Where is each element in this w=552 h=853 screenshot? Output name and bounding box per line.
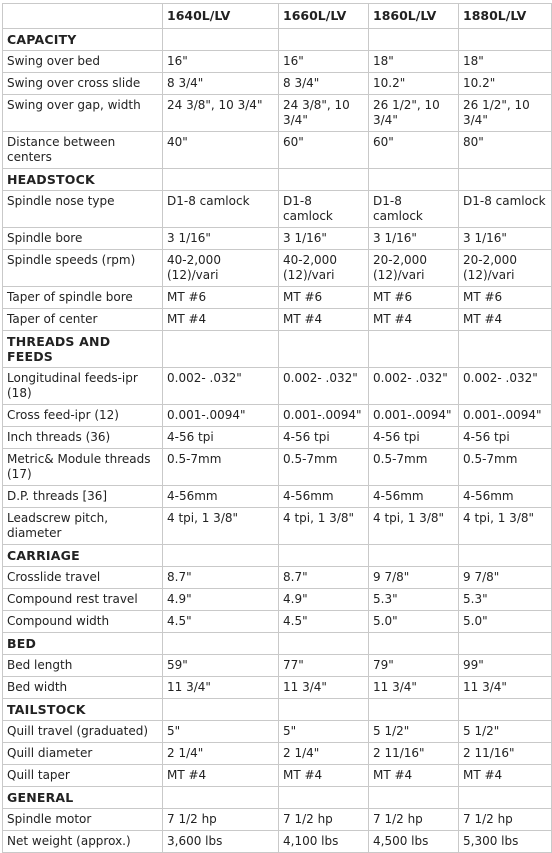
spec-value: 5,300 lbs xyxy=(459,831,552,853)
spec-value: MT #6 xyxy=(459,287,552,309)
spec-value: D1-8 camlock xyxy=(459,191,552,228)
section-row xyxy=(3,29,552,51)
table-row xyxy=(3,95,552,132)
section-empty-cell xyxy=(279,787,369,809)
spec-value: 8 3/4" xyxy=(279,73,369,95)
table-row xyxy=(3,809,552,831)
spec-value: 3 1/16" xyxy=(279,228,369,250)
spec-value: 10.2" xyxy=(369,73,459,95)
section-row xyxy=(3,787,552,809)
spec-value: 2 11/16" xyxy=(459,743,552,765)
section-title: CAPACITY xyxy=(3,29,163,51)
spec-value: 11 3/4" xyxy=(163,677,279,699)
section-empty-cell xyxy=(459,699,552,721)
section-empty-cell xyxy=(369,699,459,721)
spec-value: 4.9" xyxy=(163,589,279,611)
table-row xyxy=(3,427,552,449)
header-cell-1880: 1880L/LV xyxy=(459,4,552,29)
spec-value: D1-8 camlock xyxy=(369,191,459,228)
section-title: HEADSTOCK xyxy=(3,169,163,191)
spec-value: 40" xyxy=(163,132,279,169)
spec-value: 77" xyxy=(279,655,369,677)
header-cell-1660: 1660L/LV xyxy=(279,4,369,29)
spec-value: 5.0" xyxy=(369,611,459,633)
spec-value: 7 1/2 hp xyxy=(279,809,369,831)
header-cell-1640: 1640L/LV xyxy=(163,4,279,29)
spec-label: Quill travel (graduated) xyxy=(3,721,163,743)
spec-value: MT #6 xyxy=(163,287,279,309)
section-empty-cell xyxy=(459,331,552,368)
spec-label: Bed length xyxy=(3,655,163,677)
section-empty-cell xyxy=(459,787,552,809)
spec-value: 10.2" xyxy=(459,73,552,95)
spec-value: 3,600 lbs xyxy=(163,831,279,853)
table-row xyxy=(3,589,552,611)
spec-label: Spindle motor xyxy=(3,809,163,831)
spec-value: 5 1/2" xyxy=(459,721,552,743)
table-row xyxy=(3,405,552,427)
table-row xyxy=(3,309,552,331)
spec-value: 99" xyxy=(459,655,552,677)
lathe-spec-table xyxy=(2,3,552,853)
table-row xyxy=(3,677,552,699)
spec-value: 0.001-.0094" xyxy=(279,405,369,427)
spec-value: MT #4 xyxy=(369,765,459,787)
section-title: THREADS AND FEEDS xyxy=(3,331,163,368)
spec-label: Compound rest travel xyxy=(3,589,163,611)
section-empty-cell xyxy=(369,331,459,368)
table-row xyxy=(3,51,552,73)
spec-value: 7 1/2 hp xyxy=(163,809,279,831)
table-row xyxy=(3,73,552,95)
section-empty-cell xyxy=(369,787,459,809)
table-row xyxy=(3,721,552,743)
table-row xyxy=(3,567,552,589)
section-empty-cell xyxy=(163,29,279,51)
section-empty-cell xyxy=(163,787,279,809)
spec-value: 0.001-.0094" xyxy=(459,405,552,427)
section-row xyxy=(3,699,552,721)
spec-value: 18" xyxy=(369,51,459,73)
spec-value: MT #4 xyxy=(163,309,279,331)
section-empty-cell xyxy=(459,29,552,51)
spec-value: 5.3" xyxy=(459,589,552,611)
spec-value: MT #4 xyxy=(459,309,552,331)
table-row xyxy=(3,508,552,545)
spec-label: Spindle nose type xyxy=(3,191,163,228)
spec-value: 3 1/16" xyxy=(163,228,279,250)
spec-value: 0.5-7mm xyxy=(279,449,369,486)
spec-label: Cross feed-ipr (12) xyxy=(3,405,163,427)
table-row xyxy=(3,449,552,486)
section-row xyxy=(3,331,552,368)
spec-value: 60" xyxy=(369,132,459,169)
spec-value: MT #6 xyxy=(279,287,369,309)
spec-value: MT #4 xyxy=(459,765,552,787)
table-row xyxy=(3,831,552,853)
spec-value: 4-56mm xyxy=(369,486,459,508)
spec-value: MT #4 xyxy=(163,765,279,787)
section-empty-cell xyxy=(459,169,552,191)
spec-value: 59" xyxy=(163,655,279,677)
spec-value: 0.002- .032" xyxy=(279,368,369,405)
table-row xyxy=(3,287,552,309)
spec-value: 20-2,000 (12)/vari xyxy=(459,250,552,287)
section-title: BED xyxy=(3,633,163,655)
spec-value: 4 tpi, 1 3/8" xyxy=(163,508,279,545)
spec-value: 2 1/4" xyxy=(279,743,369,765)
spec-value: 60" xyxy=(279,132,369,169)
spec-value: 8.7" xyxy=(279,567,369,589)
spec-label: Taper of center xyxy=(3,309,163,331)
spec-value: 7 1/2 hp xyxy=(459,809,552,831)
spec-value: MT #4 xyxy=(279,765,369,787)
section-empty-cell xyxy=(369,169,459,191)
table-row xyxy=(3,611,552,633)
spec-value: 4-56 tpi xyxy=(279,427,369,449)
table-row xyxy=(3,655,552,677)
spec-label: Compound width xyxy=(3,611,163,633)
spec-value: 16" xyxy=(163,51,279,73)
header-cell-1860: 1860L/LV xyxy=(369,4,459,29)
spec-value: 9 7/8" xyxy=(369,567,459,589)
section-empty-cell xyxy=(459,633,552,655)
spec-value: 4.5" xyxy=(163,611,279,633)
spec-value: 79" xyxy=(369,655,459,677)
section-empty-cell xyxy=(369,545,459,567)
spec-label: Quill taper xyxy=(3,765,163,787)
spec-label: Spindle speeds (rpm) xyxy=(3,250,163,287)
spec-value: 24 3/8", 10 3/4" xyxy=(279,95,369,132)
header-cell-label xyxy=(3,4,163,29)
spec-value: 0.5-7mm xyxy=(459,449,552,486)
spec-value: D1-8 camlock xyxy=(163,191,279,228)
spec-label: Crosslide travel xyxy=(3,567,163,589)
spec-value: MT #4 xyxy=(279,309,369,331)
spec-value: 80" xyxy=(459,132,552,169)
section-empty-cell xyxy=(459,545,552,567)
section-empty-cell xyxy=(163,633,279,655)
spec-value: 24 3/8", 10 3/4" xyxy=(163,95,279,132)
spec-value: 0.002- .032" xyxy=(459,368,552,405)
spec-value: 0.001-.0094" xyxy=(163,405,279,427)
spec-label: Leadscrew pitch, diameter xyxy=(3,508,163,545)
spec-value: 5 1/2" xyxy=(369,721,459,743)
spec-value: MT #4 xyxy=(369,309,459,331)
section-empty-cell xyxy=(279,169,369,191)
spec-value: 4,500 lbs xyxy=(369,831,459,853)
spec-value: 0.002- .032" xyxy=(163,368,279,405)
spec-value: 2 11/16" xyxy=(369,743,459,765)
spec-value: 16" xyxy=(279,51,369,73)
spec-value: 11 3/4" xyxy=(369,677,459,699)
spec-label: Spindle bore xyxy=(3,228,163,250)
spec-value: 3 1/16" xyxy=(459,228,552,250)
spec-label: Metric& Module threads (17) xyxy=(3,449,163,486)
spec-value: 4-56mm xyxy=(459,486,552,508)
spec-value: 4.5" xyxy=(279,611,369,633)
section-title: GENERAL xyxy=(3,787,163,809)
header-row xyxy=(3,4,552,29)
spec-value: 4 tpi, 1 3/8" xyxy=(369,508,459,545)
spec-value: 5" xyxy=(163,721,279,743)
spec-value: 5" xyxy=(279,721,369,743)
spec-value: 40-2,000 (12)/vari xyxy=(163,250,279,287)
section-empty-cell xyxy=(369,633,459,655)
table-row xyxy=(3,132,552,169)
spec-value: 11 3/4" xyxy=(279,677,369,699)
table-row xyxy=(3,486,552,508)
spec-value: 11 3/4" xyxy=(459,677,552,699)
section-empty-cell xyxy=(369,29,459,51)
table-row xyxy=(3,765,552,787)
section-empty-cell xyxy=(163,699,279,721)
section-row xyxy=(3,633,552,655)
table-row xyxy=(3,250,552,287)
spec-value: 4-56 tpi xyxy=(459,427,552,449)
spec-label: Swing over cross slide xyxy=(3,73,163,95)
spec-value: 4-56 tpi xyxy=(369,427,459,449)
spec-value: 4-56 tpi xyxy=(163,427,279,449)
spec-value: 26 1/2", 10 3/4" xyxy=(459,95,552,132)
spec-label: Quill diameter xyxy=(3,743,163,765)
spec-value: 9 7/8" xyxy=(459,567,552,589)
spec-value: D1-8 camlock xyxy=(279,191,369,228)
section-title: TAILSTOCK xyxy=(3,699,163,721)
section-empty-cell xyxy=(279,699,369,721)
spec-label: Swing over gap, width xyxy=(3,95,163,132)
table-row xyxy=(3,368,552,405)
spec-value: 4-56mm xyxy=(163,486,279,508)
spec-label: Longitudinal feeds-ipr (18) xyxy=(3,368,163,405)
spec-value: 0.5-7mm xyxy=(369,449,459,486)
spec-value: 4.9" xyxy=(279,589,369,611)
section-row xyxy=(3,169,552,191)
section-row xyxy=(3,545,552,567)
spec-value: 2 1/4" xyxy=(163,743,279,765)
table-row xyxy=(3,191,552,228)
spec-value: 8.7" xyxy=(163,567,279,589)
spec-value: 5.3" xyxy=(369,589,459,611)
section-empty-cell xyxy=(279,331,369,368)
spec-label: Net weight (approx.) xyxy=(3,831,163,853)
section-empty-cell xyxy=(163,545,279,567)
spec-label: Inch threads (36) xyxy=(3,427,163,449)
spec-label: Taper of spindle bore xyxy=(3,287,163,309)
spec-value: 8 3/4" xyxy=(163,73,279,95)
section-empty-cell xyxy=(163,331,279,368)
spec-value: 18" xyxy=(459,51,552,73)
spec-value: 7 1/2 hp xyxy=(369,809,459,831)
spec-label: Swing over bed xyxy=(3,51,163,73)
spec-value: 4-56mm xyxy=(279,486,369,508)
section-empty-cell xyxy=(279,633,369,655)
table-row xyxy=(3,743,552,765)
spec-value: 0.001-.0094" xyxy=(369,405,459,427)
spec-label: Bed width xyxy=(3,677,163,699)
spec-value: 26 1/2", 10 3/4" xyxy=(369,95,459,132)
section-empty-cell xyxy=(279,29,369,51)
section-empty-cell xyxy=(279,545,369,567)
table-row xyxy=(3,228,552,250)
spec-value: 0.5-7mm xyxy=(163,449,279,486)
spec-label: Distance between centers xyxy=(3,132,163,169)
section-empty-cell xyxy=(163,169,279,191)
spec-value: 4 tpi, 1 3/8" xyxy=(459,508,552,545)
spec-value: 4 tpi, 1 3/8" xyxy=(279,508,369,545)
spec-value: 3 1/16" xyxy=(369,228,459,250)
spec-value: MT #6 xyxy=(369,287,459,309)
spec-label: D.P. threads [36] xyxy=(3,486,163,508)
spec-value: 5.0" xyxy=(459,611,552,633)
spec-value: 40-2,000 (12)/vari xyxy=(279,250,369,287)
spec-value: 4,100 lbs xyxy=(279,831,369,853)
spec-value: 20-2,000 (12)/vari xyxy=(369,250,459,287)
spec-value: 0.002- .032" xyxy=(369,368,459,405)
section-title: CARRIAGE xyxy=(3,545,163,567)
